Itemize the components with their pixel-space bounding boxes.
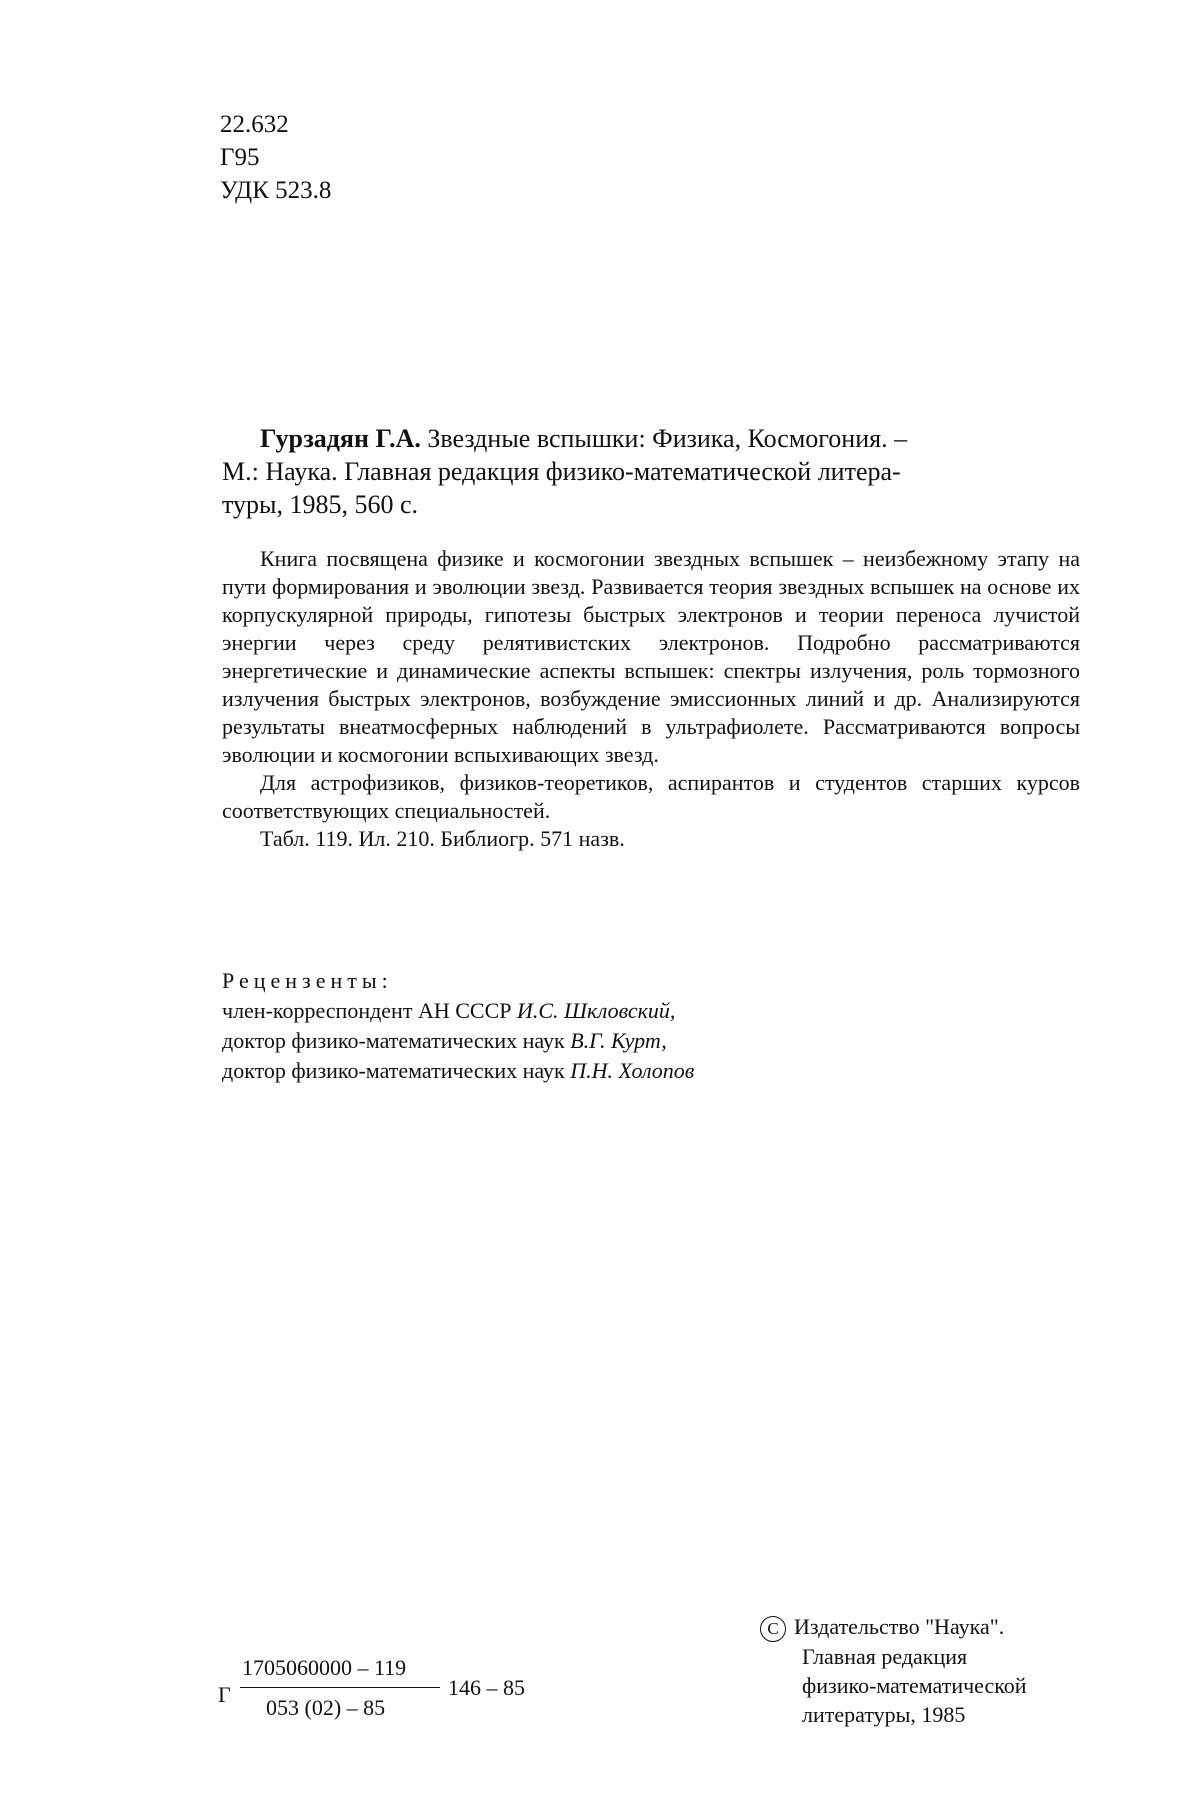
copyright-icon: C	[760, 1616, 786, 1642]
bib-line-3: туры, 1985, 560 с.	[222, 490, 419, 519]
copyright-notice	[760, 1612, 1090, 1729]
fraction-bar	[240, 1687, 440, 1688]
author-name: Гурзадян Г.А.	[260, 424, 421, 453]
bib-line-1	[222, 422, 1080, 455]
author-mark: Г95	[220, 144, 260, 171]
copyright-line-4: литературы, 1985	[802, 1701, 966, 1727]
formula-letter: Г	[218, 1682, 231, 1707]
reviewers-heading: Рецензенты:	[222, 968, 393, 993]
reviewer-title: доктор физико-математических наук	[222, 1058, 565, 1083]
udc-code: УДК 523.8	[220, 177, 332, 204]
copyright-line-2: Главная редакция	[802, 1643, 968, 1669]
formula-denominator: 053 (02) – 85	[266, 1695, 386, 1720]
bbk-code: 22.632	[220, 111, 289, 138]
formula-numerator: 1705060000 – 119	[242, 1655, 407, 1680]
publisher-name: Издательство "Наука".	[794, 1614, 1005, 1639]
copyright-line-3: физико-математической	[802, 1672, 1027, 1698]
stats-paragraph: Табл. 119. Ил. 210. Библиогр. 571 назв.	[260, 826, 625, 851]
reviewer-item	[222, 1026, 694, 1056]
reviewer-name: П.Н. Холопов	[570, 1058, 695, 1083]
reviewer-item	[222, 1056, 694, 1086]
reviewer-title: доктор физико-математических наук	[222, 1028, 565, 1053]
classification-codes	[220, 108, 331, 207]
formula-suffix: 146 – 85	[448, 1675, 525, 1700]
audience-paragraph: Для астрофизиков, физиков-теоретиков, аспирантов и студентов старших курсов соответствующих специальностей.	[222, 770, 1080, 823]
abstract	[222, 545, 1080, 853]
reviewer-name: В.Г. Курт,	[570, 1028, 667, 1053]
reviewer-name: И.С. Шкловский,	[516, 998, 676, 1023]
copyright-line-1	[760, 1612, 1090, 1642]
catalog-formula	[218, 1655, 548, 1745]
book-title: Звездные вспышки: Физика, Космогония. –	[427, 424, 908, 453]
bib-line-2: М.: Наука. Главная редакция физико-математической литера-	[222, 457, 901, 486]
reviewer-title: член-корреспондент АН СССР	[222, 998, 512, 1023]
abstract-paragraph: Книга посвящена физике и космогонии звездных вспышек – неизбежному этапу на пути формирования и эволюции звезд. Развивается теория звездных вспышек на основе их корпускулярной природы, гипотезы быстрых электронов и теории переноса лучистой энергии через среду релятивистских электронов. Подробно рассматриваются энергетические и динамические аспекты вспышек: спектры излучения, роль тормозного излучения быстрых электронов, возбуждение эмиссионных линий и др. Анализируются результаты внеатмосферных наблюдений в ультрафиолете. Рассматриваются вопросы эволюции и космогонии вспыхивающих звезд.	[222, 546, 1080, 767]
reviewer-item	[222, 996, 694, 1026]
bibliographic-entry	[222, 422, 1080, 521]
reviewers-block	[222, 966, 694, 1086]
